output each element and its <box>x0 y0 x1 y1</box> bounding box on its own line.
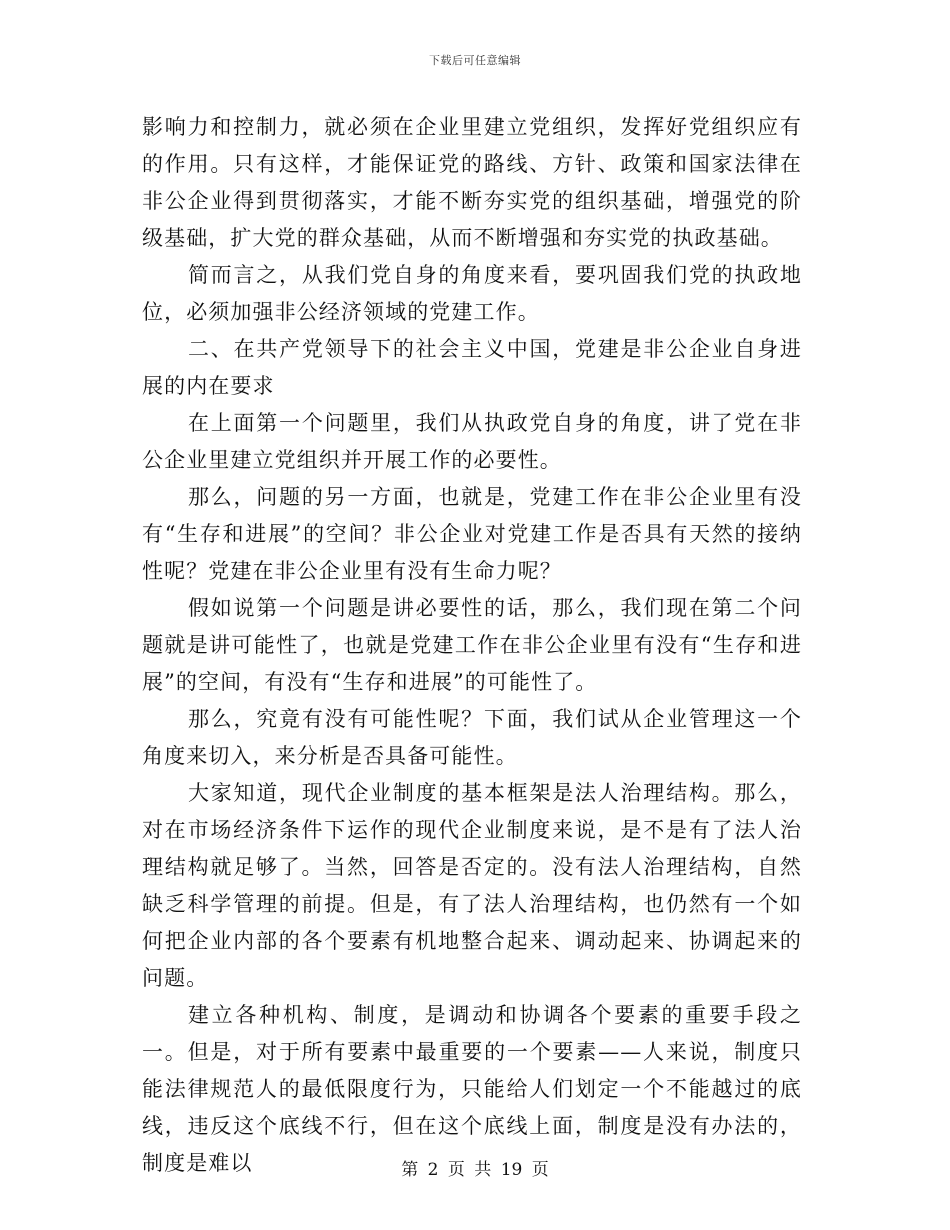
paragraph: 在上面第一个问题里，我们从执政党自身的角度，讲了党在非公企业里建立党组织并开展工作的必要性。 <box>142 411 802 472</box>
paragraph: 大家知道，现代企业制度的基本框架是法人治理结构。那么，对在市场经济条件下运作的现代企业制度来说，是不是有了法人治理结构就足够了。当然，回答是否定的。没有法人治理结构，自然缺乏科学管理的前提。但是，有了法人治理结构，也仍然有一个如何把企业内部的各个要素有机地整合起来、调动起来、协调起来的问题。 <box>142 781 802 990</box>
page-header: 下载后可任意编辑 <box>429 54 521 67</box>
paragraph: 影响力和控制力，就必须在企业里建立党组织，发挥好党组织应有的作用。只有这样，才能保证党的路线、方针、政策和国家法律在非公企业得到贯彻落实，才能不断夯实党的组织基础，增强党的阶级基础，扩大党的群众基础，从而不断增强和夯实党的执政基础。 <box>142 115 802 250</box>
section-heading: 二、在共产党领导下的社会主义中国，党建是非公企业自身进展的内在要求 <box>142 337 802 398</box>
page-number-footer: 第 2 页 共 19 页 <box>401 1160 549 1180</box>
paragraph: 简而言之，从我们党自身的角度来看，要巩固我们党的执政地位，必须加强非公经济领域的党建工作。 <box>142 263 802 324</box>
paragraph: 假如说第一个问题是讲必要性的话，那么，我们现在第二个问题就是讲可能性了，也就是党建工作在非公企业里有没有“生存和进展”的空间，有没有“生存和进展”的可能性了。 <box>142 596 802 694</box>
paragraph: 那么，问题的另一方面，也就是，党建工作在非公企业里有没有“生存和进展”的空间？非公企业对党建工作是否具有天然的接纳性呢？党建在非公企业里有没有生命力呢？ <box>142 485 802 583</box>
paragraph: 建立各种机构、制度，是调动和协调各个要素的重要手段之一。但是，对于所有要素中最重要的一个要素——人来说，制度只能法律规范人的最低限度行为，只能给人们划定一个不能越过的底线，违反这个底线不行，但在这个底线上面，制度是没有办法的，制度是难以 <box>142 1003 802 1175</box>
document-body <box>142 109 802 1182</box>
paragraph: 那么，究竟有没有可能性呢？下面，我们试从企业管理这一个角度来切入，来分析是否具备可能性。 <box>142 707 802 768</box>
